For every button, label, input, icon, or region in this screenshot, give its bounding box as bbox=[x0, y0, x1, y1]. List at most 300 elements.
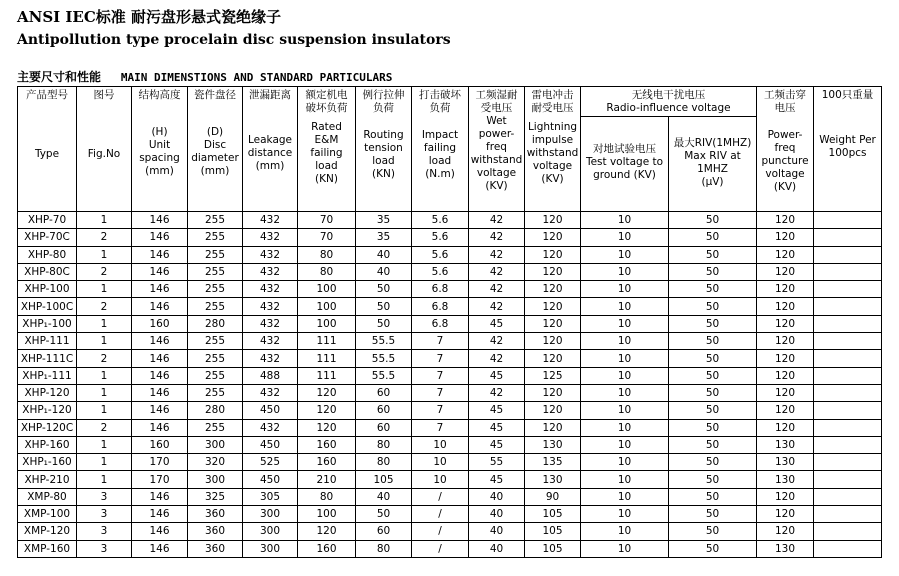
cell-leakage-distance: 432 bbox=[243, 384, 298, 401]
cell-fig-no: 1 bbox=[77, 384, 132, 401]
cell-puncture-voltage: 120 bbox=[757, 523, 814, 540]
page-title-chinese: ANSI IEC标准 耐污盘形悬式瓷绝缘子 bbox=[17, 8, 282, 26]
cell-lightning-voltage: 120 bbox=[525, 419, 581, 436]
table-row bbox=[18, 384, 882, 401]
cell-type: XMP-160 bbox=[18, 540, 77, 557]
cell-disc-diameter: 325 bbox=[188, 488, 243, 505]
cell-power-freq-voltage: 42 bbox=[469, 333, 525, 350]
cell-fig-no: 3 bbox=[77, 488, 132, 505]
cell-unit-spacing: 146 bbox=[132, 246, 188, 263]
cell-routing-load: 55.5 bbox=[356, 333, 412, 350]
cell-type: XHP-100C bbox=[18, 298, 77, 315]
cell-disc-diameter: 300 bbox=[188, 471, 243, 488]
cell-leakage-distance: 432 bbox=[243, 315, 298, 332]
cell-weight bbox=[814, 212, 882, 229]
cell-fig-no: 1 bbox=[77, 454, 132, 471]
cell-puncture-voltage: 120 bbox=[757, 402, 814, 419]
cell-test-voltage: 10 bbox=[581, 488, 669, 505]
cell-impact-load: 10 bbox=[412, 454, 469, 471]
cell-fig-no: 1 bbox=[77, 246, 132, 263]
cell-puncture-voltage: 130 bbox=[757, 471, 814, 488]
cell-weight bbox=[814, 367, 882, 384]
cell-impact-load: 7 bbox=[412, 333, 469, 350]
cell-puncture-voltage: 130 bbox=[757, 454, 814, 471]
header-power-freq bbox=[469, 87, 525, 212]
cell-failing-load: 80 bbox=[298, 488, 356, 505]
cell-fig-no: 1 bbox=[77, 367, 132, 384]
table-row bbox=[18, 350, 882, 367]
cell-power-freq-voltage: 45 bbox=[469, 402, 525, 419]
cell-weight bbox=[814, 540, 882, 557]
cell-max-riv: 50 bbox=[669, 246, 757, 263]
cell-leakage-distance: 432 bbox=[243, 263, 298, 280]
table-row bbox=[18, 471, 882, 488]
cell-failing-load: 160 bbox=[298, 540, 356, 557]
cell-unit-spacing: 146 bbox=[132, 367, 188, 384]
cell-impact-load: / bbox=[412, 523, 469, 540]
cell-type: XMP-80 bbox=[18, 488, 77, 505]
table-row bbox=[18, 402, 882, 419]
cell-impact-load: 5.6 bbox=[412, 246, 469, 263]
table-body bbox=[18, 212, 882, 558]
cell-power-freq-voltage: 42 bbox=[469, 246, 525, 263]
cell-lightning-voltage: 120 bbox=[525, 246, 581, 263]
cell-failing-load: 210 bbox=[298, 471, 356, 488]
cell-puncture-voltage: 120 bbox=[757, 384, 814, 401]
header-spacing-en: (H) Unit spacing (mm) bbox=[139, 126, 180, 177]
cell-power-freq-voltage: 55 bbox=[469, 454, 525, 471]
cell-puncture-voltage: 130 bbox=[757, 540, 814, 557]
section-heading bbox=[17, 68, 392, 85]
cell-impact-load: 6.8 bbox=[412, 315, 469, 332]
cell-leakage-distance: 432 bbox=[243, 298, 298, 315]
cell-weight bbox=[814, 402, 882, 419]
cell-power-freq-voltage: 42 bbox=[469, 212, 525, 229]
cell-impact-load: 7 bbox=[412, 402, 469, 419]
cell-routing-load: 60 bbox=[356, 419, 412, 436]
header-spacing-cn: 结构高度 bbox=[138, 89, 181, 101]
cell-impact-load: 7 bbox=[412, 350, 469, 367]
cell-failing-load: 111 bbox=[298, 367, 356, 384]
cell-impact-load: 10 bbox=[412, 436, 469, 453]
cell-lightning-voltage: 120 bbox=[525, 263, 581, 280]
table-row bbox=[18, 298, 882, 315]
cell-power-freq-voltage: 42 bbox=[469, 263, 525, 280]
cell-puncture-voltage: 120 bbox=[757, 367, 814, 384]
cell-test-voltage: 10 bbox=[581, 281, 669, 298]
cell-puncture-voltage: 120 bbox=[757, 350, 814, 367]
cell-power-freq-voltage: 42 bbox=[469, 229, 525, 246]
cell-failing-load: 111 bbox=[298, 333, 356, 350]
header-routing-en: Routing tension load (KN) bbox=[363, 129, 404, 180]
cell-type: XHP-70C bbox=[18, 229, 77, 246]
cell-failing-load: 160 bbox=[298, 454, 356, 471]
section-heading-english: MAIN DIMENSTIONS AND STANDARD PARTICULARS bbox=[120, 71, 393, 84]
cell-routing-load: 60 bbox=[356, 384, 412, 401]
header-power-cn: 工频湿耐 受电压 bbox=[475, 89, 518, 114]
cell-test-voltage: 10 bbox=[581, 523, 669, 540]
cell-disc-diameter: 320 bbox=[188, 454, 243, 471]
header-fig-cn: 图号 bbox=[93, 89, 115, 101]
cell-lightning-voltage: 105 bbox=[525, 506, 581, 523]
cell-power-freq-voltage: 42 bbox=[469, 384, 525, 401]
page-title-english: Antipollution type procelain disc suspension insulators bbox=[17, 32, 451, 48]
cell-power-freq-voltage: 45 bbox=[469, 471, 525, 488]
cell-lightning-voltage: 120 bbox=[525, 229, 581, 246]
cell-power-freq-voltage: 40 bbox=[469, 540, 525, 557]
cell-type: XHP-111C bbox=[18, 350, 77, 367]
cell-test-voltage: 10 bbox=[581, 229, 669, 246]
cell-max-riv: 50 bbox=[669, 298, 757, 315]
cell-failing-load: 80 bbox=[298, 263, 356, 280]
table-row bbox=[18, 281, 882, 298]
cell-unit-spacing: 146 bbox=[132, 263, 188, 280]
header-power-en: Wet power- freq withstand voltage (KV) bbox=[470, 115, 523, 192]
cell-test-voltage: 10 bbox=[581, 367, 669, 384]
header-failing-cn: 额定机电 破坏负荷 bbox=[305, 89, 348, 114]
cell-test-voltage: 10 bbox=[581, 263, 669, 280]
header-riv-en: Radio-influence voltage bbox=[606, 102, 731, 114]
cell-unit-spacing: 146 bbox=[132, 384, 188, 401]
cell-failing-load: 111 bbox=[298, 350, 356, 367]
header-type bbox=[18, 87, 77, 212]
cell-lightning-voltage: 90 bbox=[525, 488, 581, 505]
cell-unit-spacing: 146 bbox=[132, 540, 188, 557]
cell-disc-diameter: 280 bbox=[188, 402, 243, 419]
cell-routing-load: 40 bbox=[356, 246, 412, 263]
header-lightning bbox=[525, 87, 581, 212]
cell-type: XHP₁-120 bbox=[18, 402, 77, 419]
cell-disc-diameter: 255 bbox=[188, 333, 243, 350]
cell-failing-load: 80 bbox=[298, 246, 356, 263]
cell-disc-diameter: 360 bbox=[188, 523, 243, 540]
table-row bbox=[18, 212, 882, 229]
cell-type: XHP₁-100 bbox=[18, 315, 77, 332]
cell-max-riv: 50 bbox=[669, 315, 757, 332]
cell-unit-spacing: 170 bbox=[132, 471, 188, 488]
header-radio-influence bbox=[581, 87, 757, 212]
cell-weight bbox=[814, 229, 882, 246]
cell-power-freq-voltage: 42 bbox=[469, 281, 525, 298]
cell-type: XMP-120 bbox=[18, 523, 77, 540]
cell-leakage-distance: 305 bbox=[243, 488, 298, 505]
cell-routing-load: 50 bbox=[356, 298, 412, 315]
table-row bbox=[18, 367, 882, 384]
cell-failing-load: 100 bbox=[298, 281, 356, 298]
cell-fig-no: 1 bbox=[77, 333, 132, 350]
cell-type: XHP₁-160 bbox=[18, 454, 77, 471]
cell-routing-load: 80 bbox=[356, 454, 412, 471]
cell-disc-diameter: 255 bbox=[188, 384, 243, 401]
cell-max-riv: 50 bbox=[669, 523, 757, 540]
cell-fig-no: 1 bbox=[77, 436, 132, 453]
cell-test-voltage: 10 bbox=[581, 333, 669, 350]
header-routing-cn: 例行拉伸 负荷 bbox=[362, 89, 405, 114]
table-row bbox=[18, 523, 882, 540]
cell-fig-no: 3 bbox=[77, 540, 132, 557]
cell-test-voltage: 10 bbox=[581, 540, 669, 557]
cell-routing-load: 55.5 bbox=[356, 367, 412, 384]
cell-max-riv: 50 bbox=[669, 488, 757, 505]
cell-leakage-distance: 450 bbox=[243, 402, 298, 419]
header-impact-en: Impact failing load (N.m) bbox=[421, 129, 459, 180]
cell-type: XHP-70 bbox=[18, 212, 77, 229]
cell-disc-diameter: 255 bbox=[188, 419, 243, 436]
cell-disc-diameter: 360 bbox=[188, 540, 243, 557]
cell-test-voltage: 10 bbox=[581, 246, 669, 263]
cell-type: XHP-111 bbox=[18, 333, 77, 350]
header-test-en: Test voltage to ground (KV) bbox=[585, 156, 664, 181]
cell-power-freq-voltage: 45 bbox=[469, 419, 525, 436]
cell-test-voltage: 10 bbox=[581, 436, 669, 453]
header-max-riv: 最大RIV(1MHZ) Max RIV at 1MHZ (μV) bbox=[673, 137, 752, 188]
cell-max-riv: 50 bbox=[669, 350, 757, 367]
cell-routing-load: 40 bbox=[356, 263, 412, 280]
table-row bbox=[18, 246, 882, 263]
header-failing-load bbox=[298, 87, 356, 212]
cell-lightning-voltage: 120 bbox=[525, 281, 581, 298]
cell-impact-load: 6.8 bbox=[412, 298, 469, 315]
cell-lightning-voltage: 120 bbox=[525, 298, 581, 315]
cell-max-riv: 50 bbox=[669, 263, 757, 280]
header-diameter-cn: 瓷件盘径 bbox=[194, 89, 236, 101]
cell-leakage-distance: 432 bbox=[243, 350, 298, 367]
cell-impact-load: 5.6 bbox=[412, 212, 469, 229]
table-row bbox=[18, 315, 882, 332]
cell-leakage-distance: 432 bbox=[243, 229, 298, 246]
cell-routing-load: 50 bbox=[356, 315, 412, 332]
table-row bbox=[18, 506, 882, 523]
cell-fig-no: 1 bbox=[77, 212, 132, 229]
cell-disc-diameter: 255 bbox=[188, 229, 243, 246]
cell-lightning-voltage: 120 bbox=[525, 315, 581, 332]
header-test-cn: 对地试验电压 bbox=[593, 143, 656, 155]
table-row bbox=[18, 263, 882, 280]
cell-leakage-distance: 450 bbox=[243, 436, 298, 453]
cell-routing-load: 50 bbox=[356, 281, 412, 298]
header-fig bbox=[77, 87, 132, 212]
cell-weight bbox=[814, 281, 882, 298]
cell-routing-load: 80 bbox=[356, 540, 412, 557]
cell-puncture-voltage: 120 bbox=[757, 315, 814, 332]
cell-disc-diameter: 255 bbox=[188, 212, 243, 229]
cell-max-riv: 50 bbox=[669, 281, 757, 298]
cell-power-freq-voltage: 42 bbox=[469, 298, 525, 315]
header-type-cn: 产品型号 bbox=[26, 89, 68, 101]
cell-routing-load: 60 bbox=[356, 402, 412, 419]
cell-max-riv: 50 bbox=[669, 506, 757, 523]
cell-routing-load: 80 bbox=[356, 436, 412, 453]
header-fig-en: Fig.No bbox=[87, 148, 121, 160]
cell-test-voltage: 10 bbox=[581, 298, 669, 315]
header-lightning-en: Lightning impulse withstand voltage (KV) bbox=[526, 121, 579, 185]
table-row bbox=[18, 488, 882, 505]
cell-impact-load: / bbox=[412, 488, 469, 505]
header-routing-load bbox=[356, 87, 412, 212]
cell-weight bbox=[814, 384, 882, 401]
cell-power-freq-voltage: 42 bbox=[469, 350, 525, 367]
cell-leakage-distance: 432 bbox=[243, 212, 298, 229]
header-weight-cn: 100只重量 bbox=[821, 89, 874, 101]
table-row bbox=[18, 454, 882, 471]
header-puncture-en: Power- freq puncture voltage (KV) bbox=[761, 129, 809, 193]
cell-unit-spacing: 146 bbox=[132, 506, 188, 523]
cell-fig-no: 3 bbox=[77, 523, 132, 540]
cell-lightning-voltage: 130 bbox=[525, 436, 581, 453]
cell-failing-load: 70 bbox=[298, 229, 356, 246]
cell-max-riv: 50 bbox=[669, 471, 757, 488]
cell-failing-load: 70 bbox=[298, 212, 356, 229]
cell-weight bbox=[814, 263, 882, 280]
header-puncture-cn: 工频击穿 电压 bbox=[764, 89, 807, 114]
cell-leakage-distance: 300 bbox=[243, 506, 298, 523]
cell-unit-spacing: 146 bbox=[132, 298, 188, 315]
cell-weight bbox=[814, 488, 882, 505]
cell-puncture-voltage: 120 bbox=[757, 263, 814, 280]
cell-fig-no: 2 bbox=[77, 229, 132, 246]
cell-unit-spacing: 146 bbox=[132, 281, 188, 298]
cell-lightning-voltage: 105 bbox=[525, 540, 581, 557]
cell-puncture-voltage: 120 bbox=[757, 229, 814, 246]
cell-test-voltage: 10 bbox=[581, 350, 669, 367]
cell-puncture-voltage: 120 bbox=[757, 246, 814, 263]
table-header-row bbox=[18, 87, 882, 212]
cell-failing-load: 120 bbox=[298, 419, 356, 436]
cell-failing-load: 120 bbox=[298, 523, 356, 540]
cell-test-voltage: 10 bbox=[581, 471, 669, 488]
cell-routing-load: 40 bbox=[356, 488, 412, 505]
cell-routing-load: 35 bbox=[356, 212, 412, 229]
cell-test-voltage: 10 bbox=[581, 315, 669, 332]
header-spacing bbox=[132, 87, 188, 212]
cell-puncture-voltage: 120 bbox=[757, 333, 814, 350]
cell-lightning-voltage: 120 bbox=[525, 350, 581, 367]
cell-lightning-voltage: 120 bbox=[525, 384, 581, 401]
cell-failing-load: 120 bbox=[298, 402, 356, 419]
cell-fig-no: 2 bbox=[77, 263, 132, 280]
header-weight bbox=[814, 87, 882, 212]
header-weight-en: Weight Per 100pcs bbox=[819, 134, 876, 159]
cell-leakage-distance: 432 bbox=[243, 333, 298, 350]
cell-puncture-voltage: 130 bbox=[757, 436, 814, 453]
cell-routing-load: 105 bbox=[356, 471, 412, 488]
header-impact-load bbox=[412, 87, 469, 212]
table-row bbox=[18, 229, 882, 246]
cell-power-freq-voltage: 45 bbox=[469, 367, 525, 384]
cell-puncture-voltage: 120 bbox=[757, 419, 814, 436]
cell-unit-spacing: 146 bbox=[132, 402, 188, 419]
cell-disc-diameter: 255 bbox=[188, 281, 243, 298]
cell-test-voltage: 10 bbox=[581, 212, 669, 229]
header-test-voltage bbox=[581, 117, 669, 211]
cell-impact-load: 7 bbox=[412, 419, 469, 436]
cell-power-freq-voltage: 40 bbox=[469, 523, 525, 540]
cell-disc-diameter: 255 bbox=[188, 246, 243, 263]
cell-lightning-voltage: 130 bbox=[525, 471, 581, 488]
cell-max-riv: 50 bbox=[669, 436, 757, 453]
cell-failing-load: 100 bbox=[298, 506, 356, 523]
cell-fig-no: 2 bbox=[77, 298, 132, 315]
cell-lightning-voltage: 105 bbox=[525, 523, 581, 540]
cell-weight bbox=[814, 333, 882, 350]
cell-fig-no: 2 bbox=[77, 350, 132, 367]
cell-fig-no: 1 bbox=[77, 471, 132, 488]
header-puncture bbox=[757, 87, 814, 212]
cell-unit-spacing: 146 bbox=[132, 419, 188, 436]
cell-disc-diameter: 280 bbox=[188, 315, 243, 332]
header-diameter bbox=[188, 87, 243, 212]
cell-max-riv: 50 bbox=[669, 229, 757, 246]
cell-impact-load: 5.6 bbox=[412, 263, 469, 280]
cell-impact-load: 7 bbox=[412, 367, 469, 384]
cell-weight bbox=[814, 298, 882, 315]
cell-disc-diameter: 300 bbox=[188, 436, 243, 453]
cell-failing-load: 120 bbox=[298, 384, 356, 401]
cell-routing-load: 50 bbox=[356, 506, 412, 523]
cell-impact-load: 10 bbox=[412, 471, 469, 488]
cell-puncture-voltage: 120 bbox=[757, 212, 814, 229]
cell-power-freq-voltage: 40 bbox=[469, 506, 525, 523]
cell-impact-load: 5.6 bbox=[412, 229, 469, 246]
cell-disc-diameter: 360 bbox=[188, 506, 243, 523]
cell-lightning-voltage: 120 bbox=[525, 333, 581, 350]
cell-power-freq-voltage: 40 bbox=[469, 488, 525, 505]
cell-leakage-distance: 432 bbox=[243, 281, 298, 298]
cell-unit-spacing: 146 bbox=[132, 523, 188, 540]
cell-fig-no: 2 bbox=[77, 419, 132, 436]
specifications-table bbox=[17, 86, 882, 558]
cell-unit-spacing: 160 bbox=[132, 315, 188, 332]
cell-impact-load: 6.8 bbox=[412, 281, 469, 298]
cell-unit-spacing: 146 bbox=[132, 333, 188, 350]
table-row bbox=[18, 436, 882, 453]
cell-type: XHP-210 bbox=[18, 471, 77, 488]
cell-leakage-distance: 525 bbox=[243, 454, 298, 471]
cell-unit-spacing: 146 bbox=[132, 229, 188, 246]
table-row bbox=[18, 419, 882, 436]
cell-disc-diameter: 255 bbox=[188, 263, 243, 280]
cell-leakage-distance: 300 bbox=[243, 523, 298, 540]
cell-test-voltage: 10 bbox=[581, 454, 669, 471]
cell-failing-load: 100 bbox=[298, 298, 356, 315]
cell-type: XHP-80C bbox=[18, 263, 77, 280]
header-lightning-cn: 雷电冲击 耐受电压 bbox=[531, 89, 574, 114]
cell-weight bbox=[814, 523, 882, 540]
cell-type: XHP-80 bbox=[18, 246, 77, 263]
cell-routing-load: 35 bbox=[356, 229, 412, 246]
cell-routing-load: 60 bbox=[356, 523, 412, 540]
cell-puncture-voltage: 120 bbox=[757, 488, 814, 505]
cell-leakage-distance: 432 bbox=[243, 419, 298, 436]
cell-impact-load: / bbox=[412, 506, 469, 523]
table-row bbox=[18, 333, 882, 350]
table-row bbox=[18, 540, 882, 557]
cell-weight bbox=[814, 436, 882, 453]
cell-fig-no: 3 bbox=[77, 506, 132, 523]
cell-max-riv: 50 bbox=[669, 540, 757, 557]
cell-weight bbox=[814, 506, 882, 523]
header-leakage bbox=[243, 87, 298, 212]
cell-leakage-distance: 432 bbox=[243, 246, 298, 263]
cell-max-riv: 50 bbox=[669, 212, 757, 229]
cell-fig-no: 1 bbox=[77, 315, 132, 332]
cell-disc-diameter: 255 bbox=[188, 350, 243, 367]
cell-max-riv: 50 bbox=[669, 454, 757, 471]
cell-leakage-distance: 488 bbox=[243, 367, 298, 384]
header-type-en: Type bbox=[34, 148, 60, 160]
cell-test-voltage: 10 bbox=[581, 384, 669, 401]
header-leakage-cn: 泄漏距离 bbox=[249, 89, 291, 101]
